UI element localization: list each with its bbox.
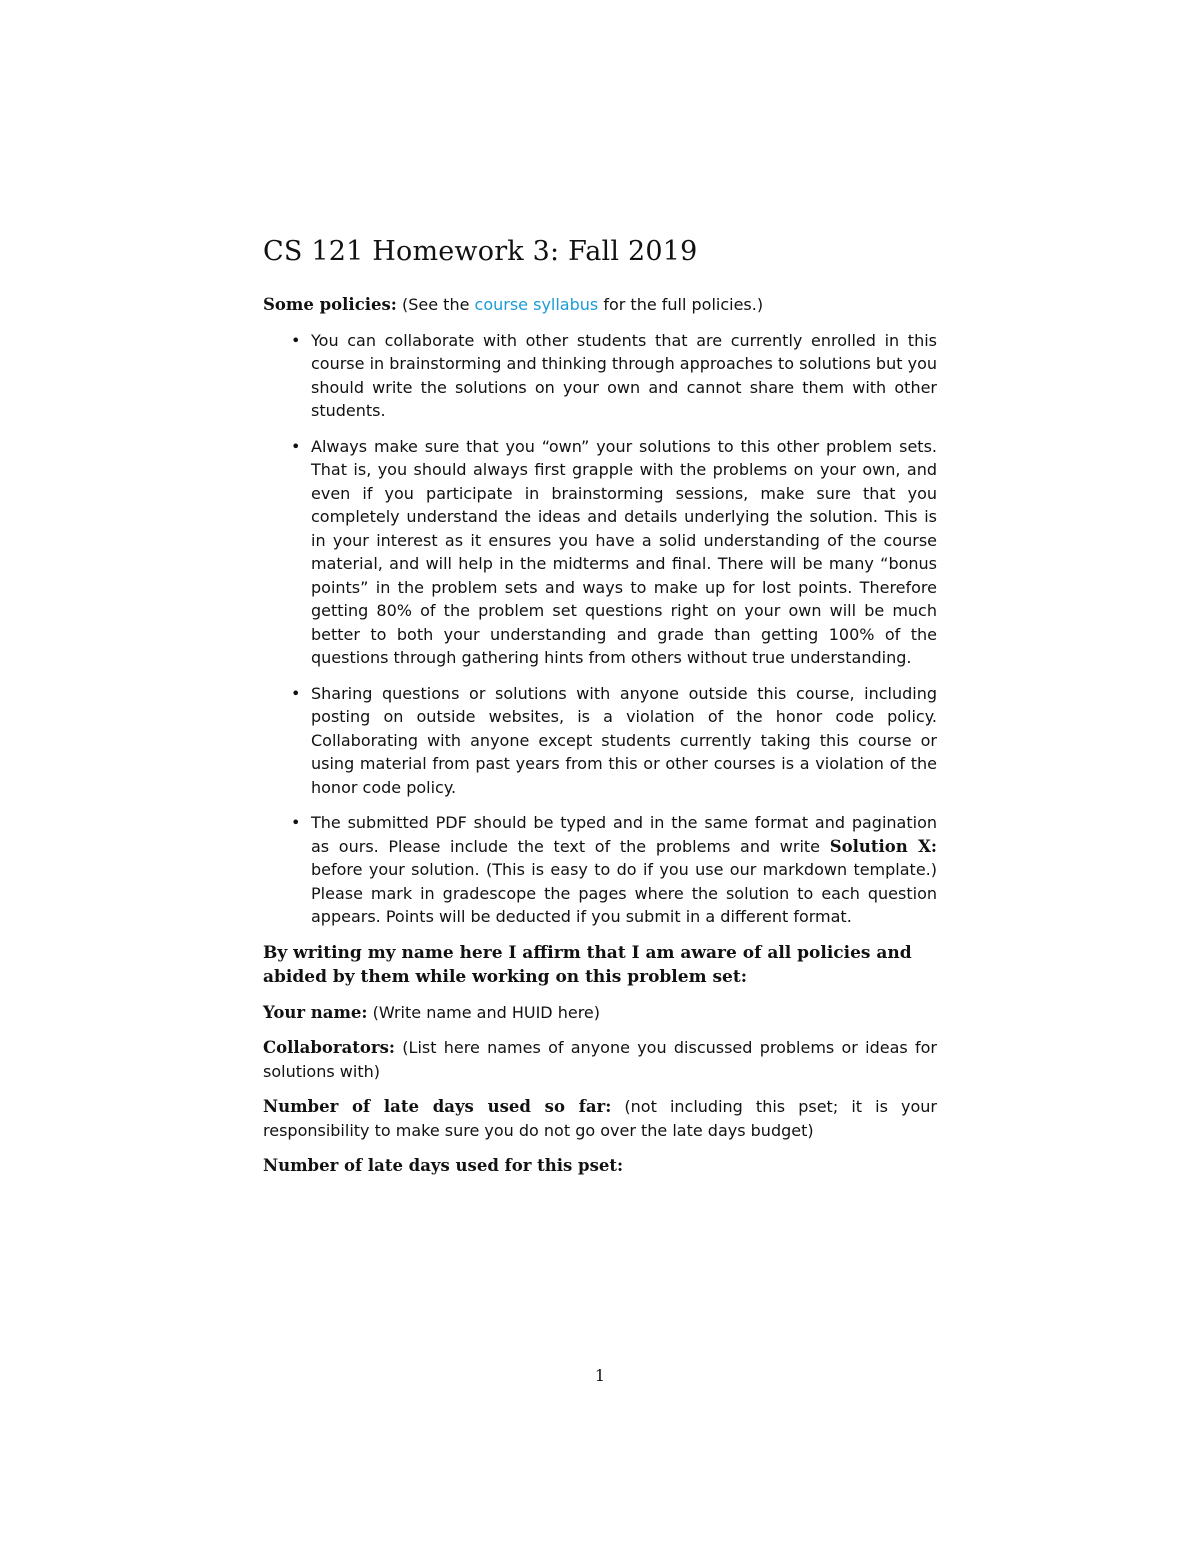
page-content <box>263 236 937 1190</box>
policy-text: You can collaborate with other students that are currently enrolled in this course in brainstorming and thinking through approaches to solutions but you should write the solutions on your own and cannot share them with other students. <box>311 330 937 420</box>
your-name-field <box>263 1001 937 1025</box>
policies-intro-after: for the full policies.) <box>603 295 764 314</box>
policies-intro <box>263 293 937 317</box>
collaborators-text: (List here names of anyone you discussed problems or ideas for solutions with) <box>263 1038 937 1081</box>
bullet-icon: • <box>291 436 301 456</box>
policy-item-collaboration <box>291 329 937 423</box>
your-name-text: (Write name and HUID here) <box>372 1002 601 1022</box>
policy-item-submission-format <box>291 811 937 929</box>
policy-item-own-solutions <box>291 435 937 670</box>
policy-text <box>311 811 937 929</box>
policies-label: Some policies: <box>263 295 397 314</box>
policy-list <box>263 329 937 929</box>
collaborators-field <box>263 1036 937 1083</box>
your-name-label: Your name: <box>263 1002 368 1022</box>
late-days-so-far-text: (not including this pset; it is your responsibility to make sure you do not go over the late days budget) <box>263 1097 937 1140</box>
late-days-this-pset-label: Number of late days used for this pset: <box>263 1156 624 1175</box>
late-days-so-far-label: Number of late days used so far: <box>263 1097 612 1116</box>
solution-x-label: Solution X: <box>829 836 937 856</box>
page-number: 1 <box>594 1366 606 1385</box>
late-days-this-pset-field <box>263 1154 937 1178</box>
collaborators-label: Collaborators: <box>263 1038 395 1057</box>
submission-text-after: before your solution. (This is easy to do if you use our markdown template.) Please mark in gradescope the pages where the solution to each question appears. Points will be deducted if you submit in a different format. <box>311 860 937 926</box>
late-days-so-far-field <box>263 1095 937 1142</box>
policy-item-honor-code <box>291 682 937 800</box>
bullet-icon: • <box>291 330 301 350</box>
policy-text: Sharing questions or solutions with anyone outside this course, including posting on outside websites, is a violation of the honor code policy. Collaborating with anyone except students currently taking this course or using material from past years from this or other courses is a violation of the honor code policy. <box>311 683 937 797</box>
bullet-icon: • <box>291 813 301 832</box>
page-title: CS 121 Homework 3: Fall 2019 <box>263 236 698 267</box>
bullet-icon: • <box>291 683 301 703</box>
policies-intro-before: (See the <box>402 295 470 314</box>
affirmation-statement: By writing my name here I affirm that I am aware of all policies and abided by them while working on this problem set: <box>263 942 912 987</box>
course-syllabus-link[interactable]: course syllabus <box>474 295 599 314</box>
submission-text-before: The submitted PDF should be typed and in the same format and pagination as ours. Please include the text of the problems and write <box>311 813 937 856</box>
policy-text: Always make sure that you “own” your solutions to this other problem sets. That is, you should always first grapple with the problems on your own, and even if you participate in brainstorming sessions, make sure that you completely understand the ideas and details underlying the solution. This is in your interest as it ensures you have a solid understanding of the course material, and will help in the midterms and final. There will be many “bonus points” in the problem sets and ways to make up for lost points. Therefore getting 80% of the problem set questions right on your own will be much better to both your understanding and grade than getting 100% of the questions through gathering hints from others without true understanding. <box>311 436 937 667</box>
